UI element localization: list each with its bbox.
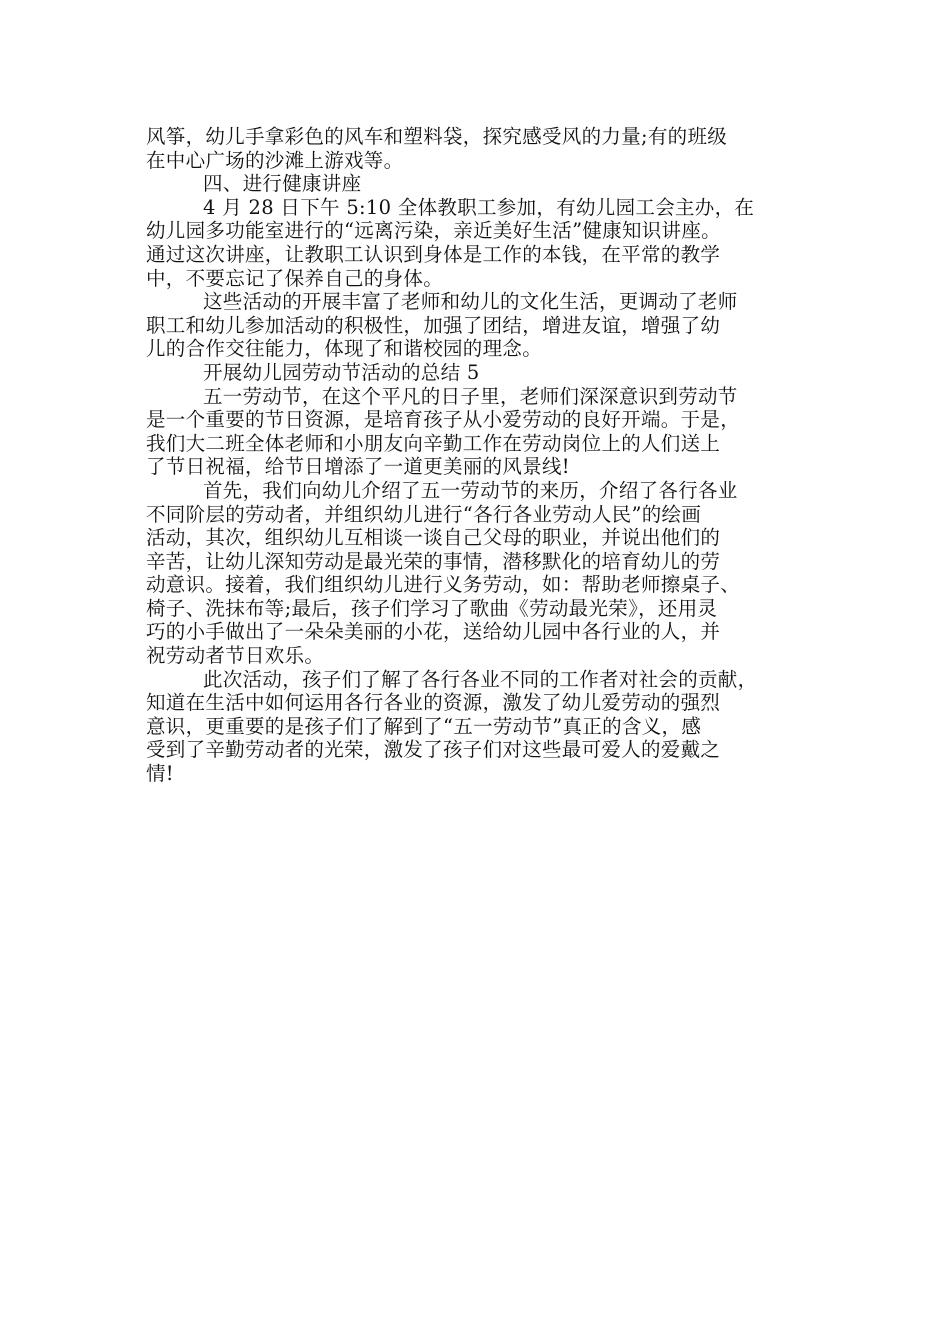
text-line: 这些活动的开展丰富了老师和幼儿的文化生活，更调动了老师 <box>203 290 738 314</box>
text-line: 意识，更重要的是孩子们了解到了“五一劳动节”真正的含义，感 <box>146 714 702 738</box>
text-line: 受到了辛勤劳动者的光荣，激发了孩子们对这些最可爱人的爱戴之 <box>146 738 721 762</box>
text-line: 4 月 28 日下午 5:10 全体教职工参加，有幼儿园工会主办，在 <box>203 195 755 219</box>
text-line: 职工和幼儿参加活动的积极性，加强了团结，增进友谊，增强了幼 <box>146 313 721 337</box>
text-line: 风筝，幼儿手拿彩色的风车和塑料袋，探究感受风的力量;有的班级 <box>146 125 728 148</box>
text-line: 了节日祝福，给节日增添了一道更美丽的风景线! <box>146 455 570 479</box>
text-line: 巧的小手做出了一朵朵美丽的小花，送给幼儿园中各行业的人，并 <box>146 620 721 644</box>
section-heading: 四、进行健康讲座 <box>203 172 362 196</box>
document-body <box>146 125 810 786</box>
text-line: 椅子、洗抹布等;最后，孩子们学习了歌曲《劳动最光荣》，还用灵 <box>146 596 718 620</box>
text-line: 儿的合作交往能力，体现了和谐校园的理念。 <box>146 337 543 361</box>
text-line: 辛苦，让幼儿深知劳动是最光荣的事情，潜移默化的培育幼儿的劳 <box>146 549 721 573</box>
text-line: 通过这次讲座，让教职工认识到身体是工作的本钱，在平常的教学 <box>146 242 721 266</box>
text-line: 情! <box>146 762 174 786</box>
text-line: 是一个重要的节日资源，是培育孩子从小爱劳动的良好开端。于是， <box>146 408 741 432</box>
text-line: 祝劳动者节日欢乐。 <box>146 644 325 668</box>
text-line: 知道在生活中如何运用各行各业的资源，激发了幼儿爱劳动的强烈 <box>146 691 721 715</box>
text-line: 首先，我们向幼儿介绍了五一劳动节的来历，介绍了各行各业 <box>203 478 738 502</box>
text-line: 此次活动，孩子们了解了各行各业不同的工作者对社会的贡献， <box>203 667 758 691</box>
text-line: 活动，其次，组织幼儿互相谈一谈自己父母的职业，并说出他们的 <box>146 526 721 550</box>
text-line: 不同阶层的劳动者，并组织幼儿进行“各行各业劳动人民”的绘画 <box>146 502 702 526</box>
text-line: 中，不要忘记了保养自己的身体。 <box>146 266 444 290</box>
text-line: 动意识。接着，我们组织幼儿进行义务劳动，如：帮助老师擦桌子、 <box>146 573 741 597</box>
text-line: 我们大二班全体老师和小朋友向辛勤工作在劳动岗位上的人们送上 <box>146 431 721 455</box>
text-line: 幼儿园多功能室进行的“远离污染，亲近美好生活”健康知识讲座。 <box>146 219 721 243</box>
text-line: 在中心广场的沙滩上游戏等。 <box>146 148 404 172</box>
text-line: 五一劳动节，在这个平凡的日子里，老师们深深意识到劳动节 <box>203 384 738 408</box>
section-heading: 开展幼儿园劳动节活动的总结 5 <box>203 360 480 384</box>
